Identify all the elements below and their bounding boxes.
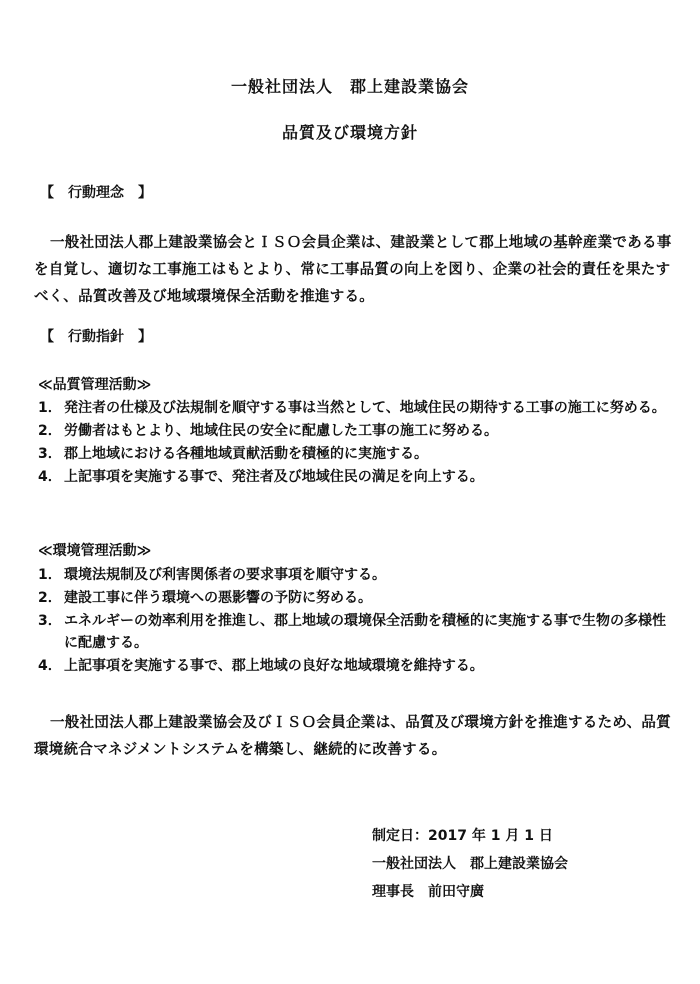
item-text: エネルギーの効率利用を推進し、郡上地域の環境保全活動を積極的に実施する事で生物の多様性に配慮する。 bbox=[64, 613, 666, 651]
philosophy-paragraph bbox=[34, 230, 674, 311]
organization-title: 一般社団法人 郡上建設業協会 bbox=[230, 77, 469, 96]
closing-text: 一般社団法人郡上建設業協会及びＩＳＯ会員企業は、品質及び環境方針を推進するため、品質環境統合マネジメントシステムを構築し、継続的に改善する。 bbox=[34, 715, 672, 758]
item-text: 上記事項を実施する事で、発注者及び地域住民の満足を向上する。 bbox=[64, 469, 484, 485]
quality-list bbox=[38, 397, 668, 489]
closing-paragraph bbox=[34, 710, 674, 764]
item-number: 4． bbox=[38, 658, 62, 674]
item-number: 2． bbox=[38, 590, 62, 606]
quality-heading: ≪品質管理活動≫ bbox=[38, 377, 152, 393]
item-text: 上記事項を実施する事で、郡上地域の良好な地域環境を維持する。 bbox=[64, 658, 484, 674]
quality-item bbox=[38, 466, 668, 488]
item-number: 1． bbox=[38, 567, 62, 583]
enactment-date: 制定日：2017 年 1 月 1 日 bbox=[372, 828, 553, 844]
environment-list bbox=[38, 564, 668, 678]
item-text: 労働者はもとより、地域住民の安全に配慮した工事の施工に努める。 bbox=[64, 423, 498, 439]
environment-item bbox=[38, 655, 668, 677]
philosophy-text: 一般社団法人郡上建設業協会とＩＳＯ会員企業は、建設業として郡上地域の基幹産業である事を自覚し、適切な工事施工はもとより、常に工事品質の向上を図り、企業の社会的責任を果たすべく、品質改善及び地域環境保全活動を推進する。 bbox=[34, 235, 672, 305]
quality-item bbox=[38, 443, 668, 465]
item-text: 環境法規制及び利害関係者の要求事項を順守する。 bbox=[64, 567, 386, 583]
environment-item bbox=[38, 587, 668, 609]
item-text: 郡上地域における各種地域貢献活動を積極的に実施する。 bbox=[64, 446, 428, 462]
philosophy-heading: 【 行動理念 】 bbox=[40, 185, 152, 201]
item-number: 3． bbox=[38, 613, 62, 629]
item-number: 3． bbox=[38, 446, 62, 462]
item-number: 1． bbox=[38, 400, 62, 416]
item-number: 4． bbox=[38, 469, 62, 485]
item-text: 建設工事に伴う環境への悪影響の予防に努める。 bbox=[64, 590, 372, 606]
signature-organization: 一般社団法人 郡上建設業協会 bbox=[372, 856, 568, 872]
item-number: 2． bbox=[38, 423, 62, 439]
quality-item bbox=[38, 397, 668, 419]
signature-chairman: 理事長 前田守廣 bbox=[372, 884, 484, 900]
environment-item bbox=[38, 564, 668, 586]
environment-item bbox=[38, 610, 668, 654]
quality-item bbox=[38, 420, 668, 442]
document-title: 品質及び環境方針 bbox=[281, 123, 418, 142]
guidelines-heading: 【 行動指針 】 bbox=[40, 329, 152, 345]
item-text: 発注者の仕様及び法規制を順守する事は当然として、地域住民の期待する工事の施工に努める。 bbox=[64, 400, 666, 416]
environment-heading: ≪環境管理活動≫ bbox=[38, 543, 152, 559]
